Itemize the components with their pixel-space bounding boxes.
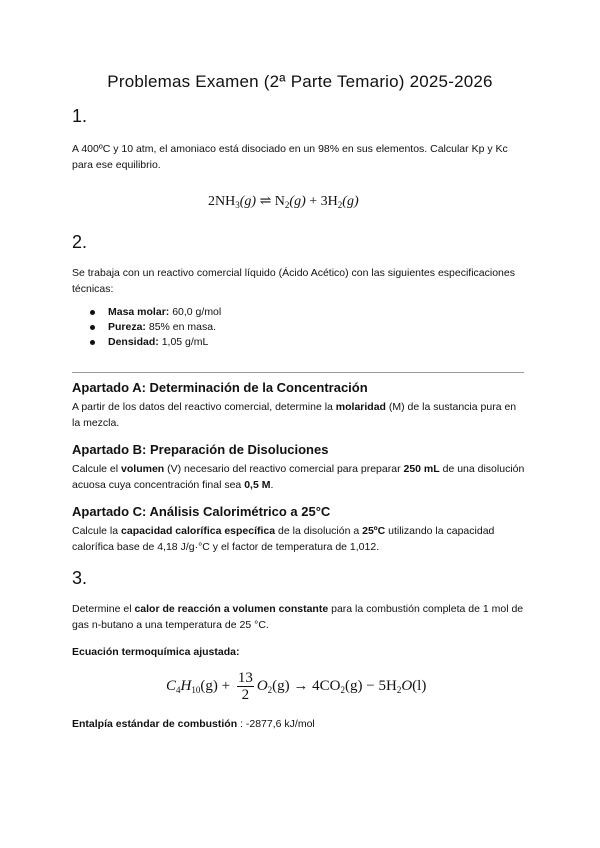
apartado-c-text: Calcule la capacidad calorífica específica de la disolución a 25ºC utilizando la capacidad calorífica base de 4,18 J/g·°C y el factor de temperatura de 1,012.: [72, 525, 495, 553]
list-item: Pureza: 85% en masa.: [90, 320, 221, 335]
specifications-list: [90, 305, 221, 350]
fraction: $\frac{13}{2}$: [237, 670, 253, 703]
problem-3-text: Determine el calor de reacción a volumen constante para la combustión completa de 1 mol de gas n-butano a una temperatura de 25 °C.: [72, 603, 524, 631]
apartado-c-heading: Apartado C: Análisis Calorimétrico a 25°C: [72, 504, 331, 519]
problem-3-number: 3.: [72, 568, 88, 588]
problem-1-text: A 400ºC y 10 atm, el amoniaco está disociado en un 98% en sus elementos. Calcular Kp y Kc para ese equilibrio.: [72, 143, 508, 171]
problem-2-intro: Se trabaja con un reactivo comercial líquido (Ácido Acético) con las siguientes especificaciones técnicas:: [72, 267, 515, 295]
list-item: Masa molar: 60,0 g/mol: [90, 305, 221, 320]
problem-1-equation: $2NH_3(g)$ ⇌ $N_2(g) + 3H_2(g)$: [208, 194, 359, 210]
list-item: Densidad: 1,05 g/mL: [90, 335, 221, 350]
problem-2-number: 2.: [72, 232, 88, 252]
problem-3-equation: $C_4H_{10}(g)$ + $\frac{13}{2}$ $O_2(g) \to 4CO_2(g) - 5H_2O(l)$: [166, 670, 427, 703]
problem-1-number: 1.: [72, 106, 88, 126]
apartado-a-heading: Apartado A: Determinación de la Concentración: [72, 380, 368, 395]
apartado-b-heading: Apartado B: Preparación de Disoluciones: [72, 442, 329, 457]
apartado-b-text: Calcule el volumen (V) necesario del reactivo comercial para preparar 250 mL de una disolución acuosa cuya concentración final sea 0,5 M.: [72, 463, 525, 491]
equation-label: Ecuación termoquímica ajustada:: [72, 646, 240, 658]
page-title: Problemas Examen (2ª Parte Temario) 2025-2026: [107, 72, 493, 91]
apartado-a-text: A partir de los datos del reactivo comercial, determine la molaridad (M) de la sustancia pura en la mezcla.: [72, 401, 517, 429]
section-divider: [72, 372, 524, 373]
enthalpy-line: Entalpía estándar de combustión : -2877,6 kJ/mol: [72, 718, 315, 730]
